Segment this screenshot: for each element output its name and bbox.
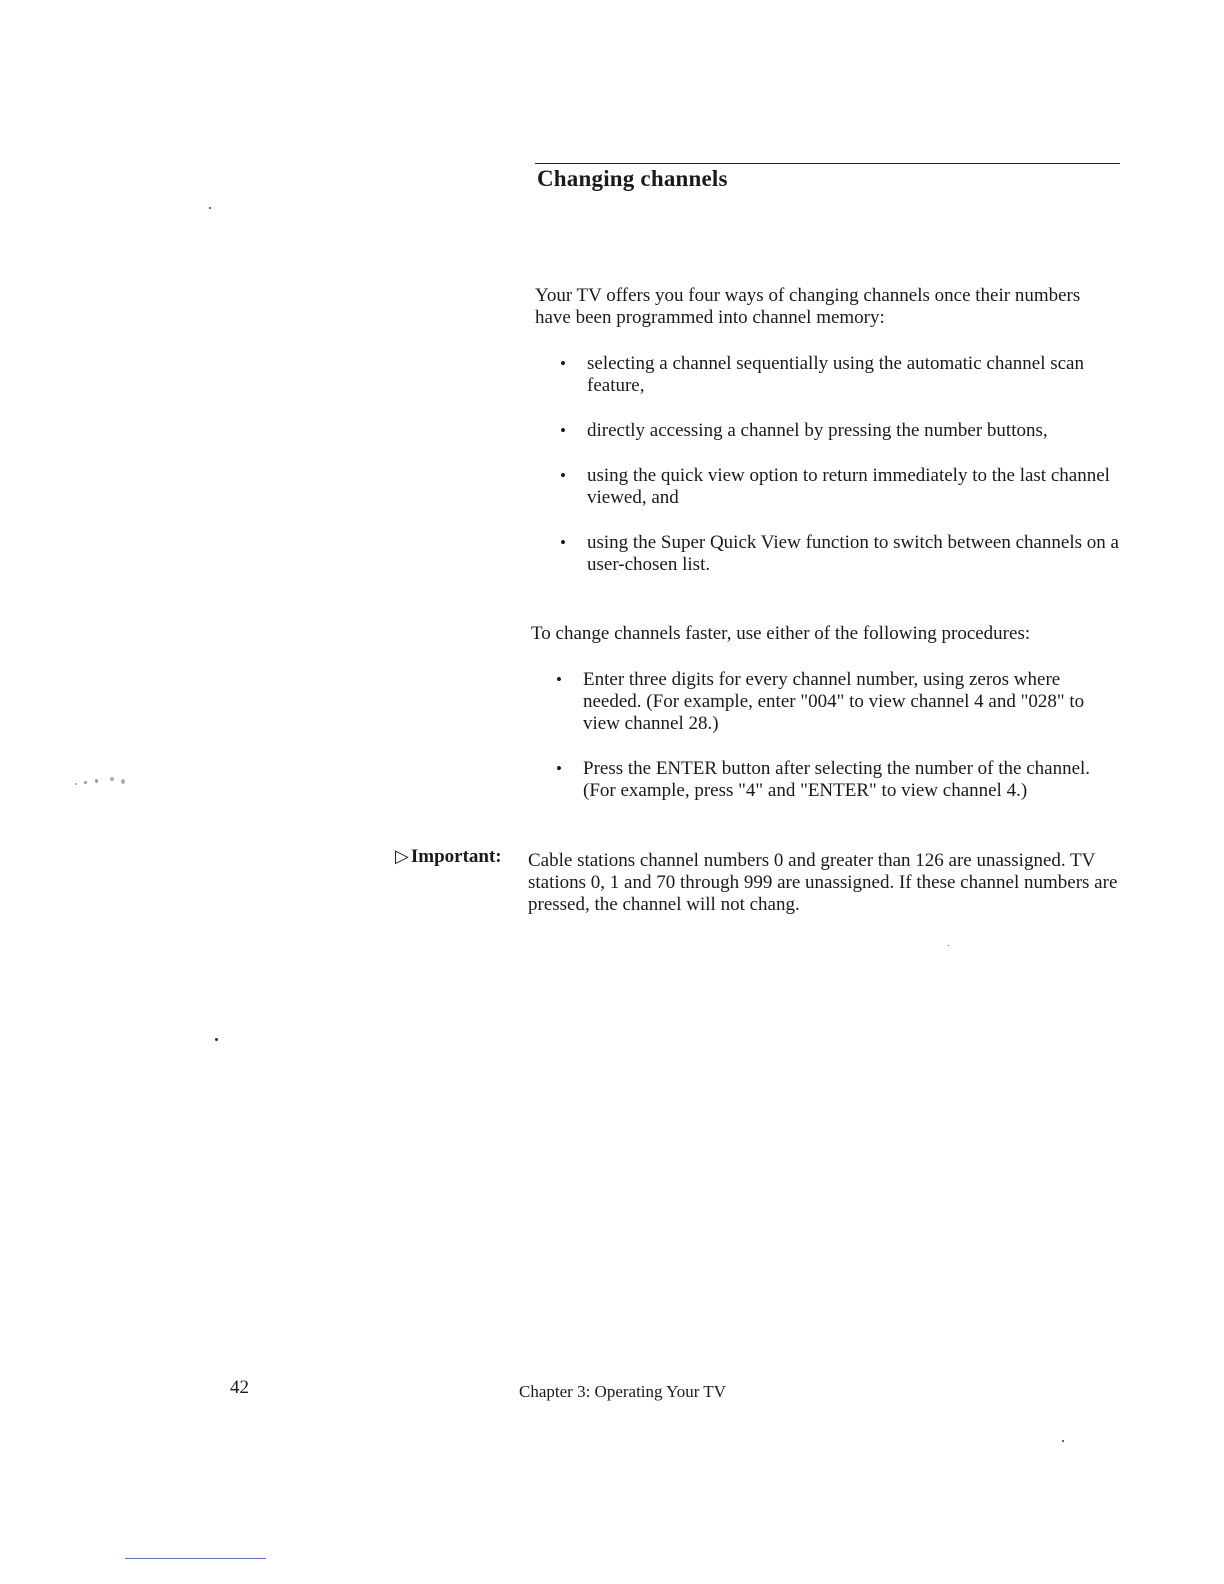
scan-speck: [95, 779, 98, 783]
page-number: 42: [230, 1377, 249, 1398]
important-label-text: Important:: [410, 846, 502, 867]
list-item: [560, 420, 1120, 442]
important-label: [395, 846, 502, 868]
scan-speck: [84, 781, 87, 784]
footer-chapter-title: Chapter 3: Operating Your TV: [519, 1382, 726, 1401]
list-item-text: Press the ENTER button after selecting the number of the channel. (For example, press "4" and "ENTER" to view channel 4.): [583, 758, 1091, 801]
procedures-intro: To change channels faster, use either of the following procedures:: [531, 623, 1031, 644]
bullet-icon: •: [560, 466, 566, 485]
scan-speck: [75, 783, 77, 785]
list-item: [556, 758, 1096, 802]
bullet-icon: •: [560, 421, 566, 440]
scan-speck: [215, 1038, 218, 1041]
list-item: [560, 465, 1120, 509]
scan-speck: [209, 207, 211, 209]
section-top-rule: [535, 163, 1120, 164]
list-item-text: using the quick view option to return immediately to the last channel viewed, and: [587, 465, 1110, 508]
intro-paragraph: Your TV offers you four ways of changing channels once their numbers have been programmed into channel memory:: [535, 285, 1081, 328]
procedures-list: [556, 669, 1096, 802]
list-item-text: directly accessing a channel by pressing the number buttons,: [587, 420, 1048, 441]
important-note: Cable stations channel numbers 0 and greater than 126 are unassigned. TV stations 0, 1 and 70 through 999 are unassigned. If these channel numbers are pressed, the channel will not chang.: [528, 850, 1118, 915]
bullet-icon: •: [560, 354, 566, 373]
triangle-marker-icon: ▷: [395, 846, 409, 866]
bullet-icon: •: [556, 670, 562, 689]
list-item-text: selecting a channel sequentially using the automatic channel scan feature,: [587, 353, 1084, 396]
scan-speck: [948, 945, 949, 946]
list-item: [556, 669, 1096, 735]
list-item: [560, 532, 1120, 576]
bottom-edge-line: [125, 1558, 266, 1559]
scan-speck: [1062, 1440, 1064, 1442]
channel-methods-list: [560, 353, 1120, 576]
list-item-text: Enter three digits for every channel number, using zeros where needed. (For example, enter "004" to view channel 4 and "028" to view channel 28.): [583, 669, 1085, 734]
bullet-icon: •: [556, 759, 562, 778]
bullet-icon: •: [560, 533, 566, 552]
list-item: [560, 353, 1120, 397]
scan-speck: [121, 779, 125, 784]
scan-speck: [110, 777, 114, 781]
list-item-text: using the Super Quick View function to switch between channels on a user-chosen list.: [587, 532, 1119, 575]
section-title: Changing channels: [537, 166, 728, 191]
